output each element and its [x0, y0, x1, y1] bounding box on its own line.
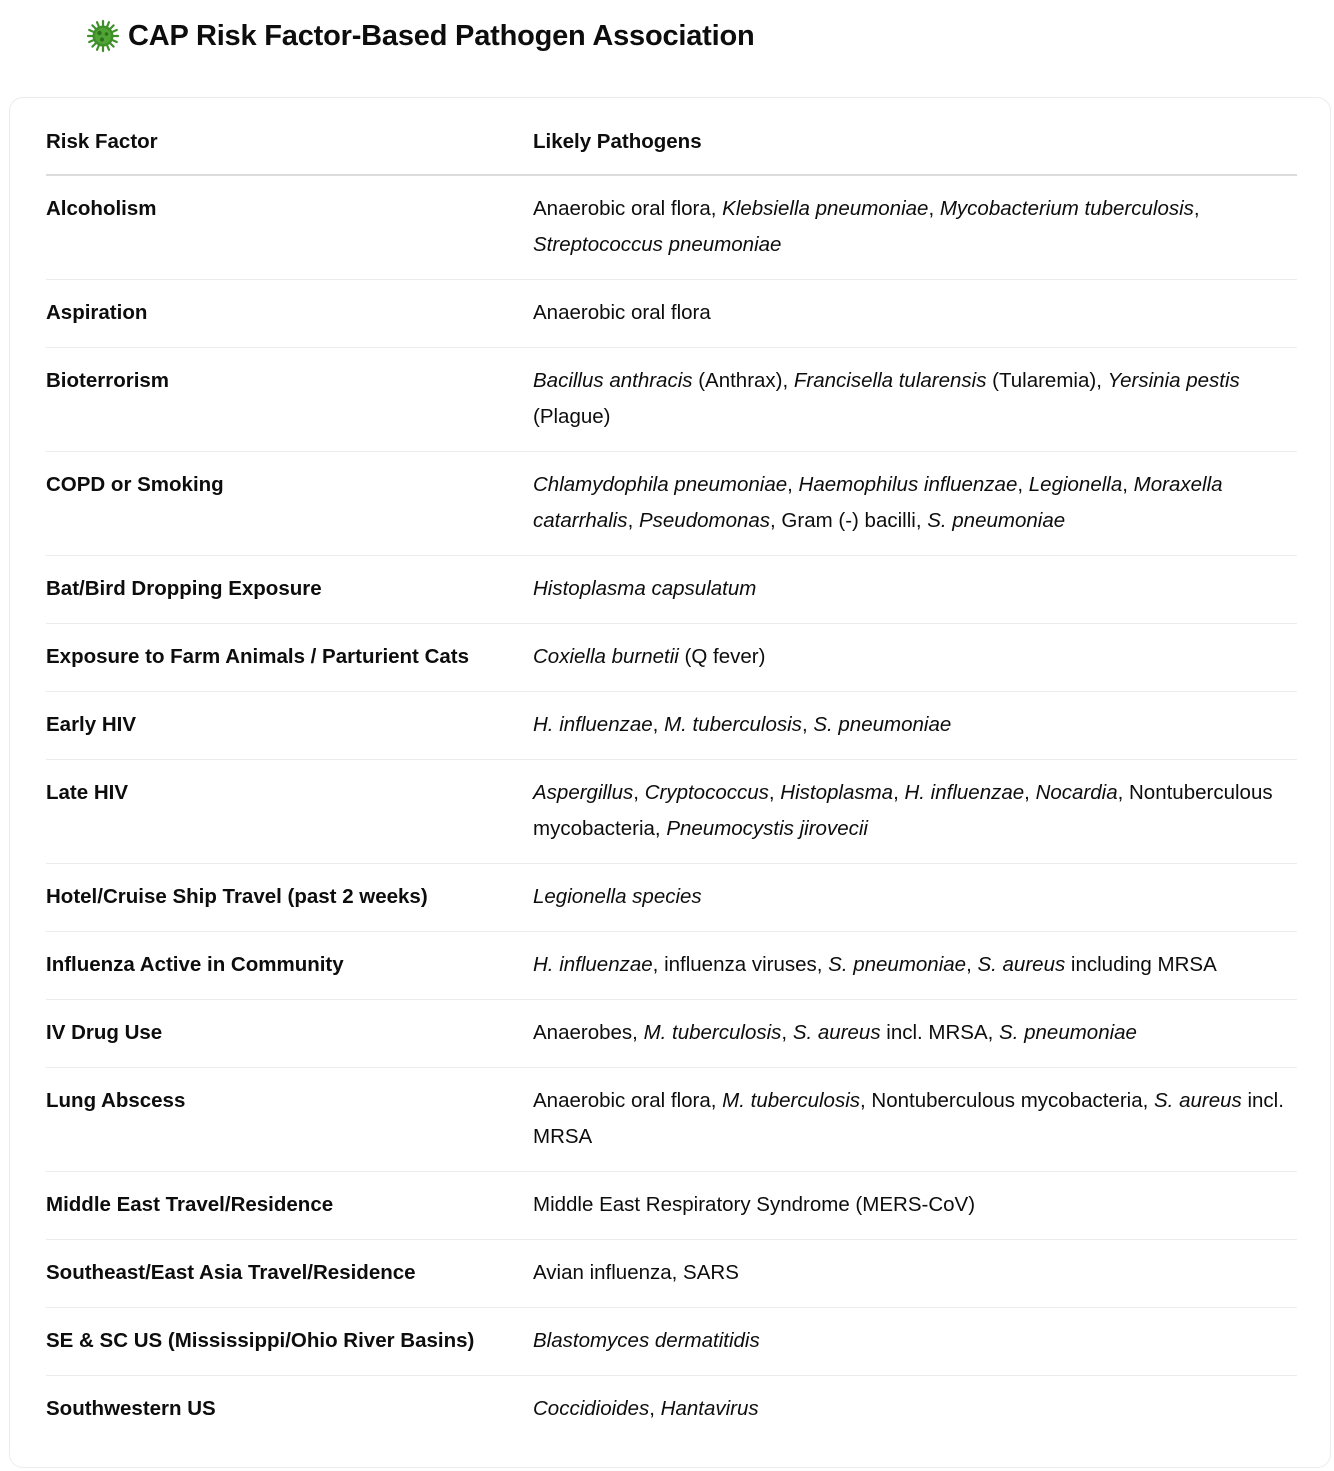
pathogen-name: Haemophilus influenzae [798, 473, 1018, 496]
table-row [46, 1240, 1297, 1308]
table-row [46, 760, 1297, 864]
pathogen-name: Pneumocystis jirovecii [666, 817, 868, 840]
table-row [46, 1068, 1297, 1172]
risk-factor-cell: Influenza Active in Community [46, 932, 533, 1000]
pathogens-cell [533, 175, 1297, 280]
risk-factor-cell: Exposure to Farm Animals / Parturient Cats [46, 624, 533, 692]
pathogen-text: (Q fever) [678, 645, 766, 668]
pathogen-text: (Anthrax), [692, 369, 794, 392]
table-row [46, 1000, 1297, 1068]
risk-factor-cell: IV Drug Use [46, 1000, 533, 1068]
table-container [9, 97, 1331, 1468]
pathogen-name: S. pneumoniae [813, 713, 952, 736]
risk-factor-cell: Aspiration [46, 280, 533, 348]
pathogen-name: M. tuberculosis [722, 1089, 861, 1112]
risk-factor-cell: Early HIV [46, 692, 533, 760]
risk-factor-cell: SE & SC US (Mississippi/Ohio River Basins) [46, 1308, 533, 1376]
pathogen-name: S. pneumoniae [828, 953, 967, 976]
pathogen-text: Anaerobic oral flora [533, 301, 711, 324]
table-row [46, 280, 1297, 348]
pathogens-cell [533, 932, 1297, 1000]
risk-factor-cell: Alcoholism [46, 175, 533, 280]
pathogen-name: Hantavirus [660, 1397, 759, 1420]
pathogen-text: , [768, 781, 781, 804]
pathogen-text: Anaerobic oral flora, [533, 1089, 723, 1112]
pathogen-text: , influenza viruses, [652, 953, 829, 976]
pathogens-cell [533, 692, 1297, 760]
pathogen-text: , [787, 473, 799, 496]
table-row [46, 864, 1297, 932]
pathogens-cell [533, 624, 1297, 692]
pathogen-text: , [1193, 197, 1200, 220]
pathogen-name: S. pneumoniae [927, 509, 1066, 532]
risk-factor-cell: Late HIV [46, 760, 533, 864]
pathogen-text: including MRSA [1065, 953, 1217, 976]
pathogens-cell [533, 452, 1297, 556]
pathogen-name: S. pneumoniae [999, 1021, 1137, 1044]
pathogen-text: Avian influenza, SARS [533, 1261, 739, 1284]
pathogens-cell [533, 280, 1297, 348]
risk-factor-cell: Bioterrorism [46, 348, 533, 452]
table-row [46, 348, 1297, 452]
pathogens-cell [533, 556, 1297, 624]
pathogens-cell [533, 1376, 1297, 1444]
pathogen-text: , [627, 509, 639, 532]
risk-factor-cell: Middle East Travel/Residence [46, 1172, 533, 1240]
column-header-likely-pathogens: Likely Pathogens [533, 110, 1297, 175]
pathogen-text: Anaerobes, [533, 1021, 644, 1044]
page-header [86, 14, 755, 58]
table-row [46, 932, 1297, 1000]
pathogens-cell [533, 760, 1297, 864]
table-row [46, 175, 1297, 280]
pathogens-cell [533, 1000, 1297, 1068]
pathogen-text: (Tularemia), [986, 369, 1108, 392]
pathogen-name: Histoplasma capsulatum [533, 577, 757, 600]
risk-factor-cell: COPD or Smoking [46, 452, 533, 556]
pathogen-text: , [928, 197, 940, 220]
risk-factor-cell: Southwestern US [46, 1397, 216, 1420]
pathogen-name: Yersinia pestis [1107, 369, 1240, 392]
pathogen-text: , Gram (-) bacilli, [770, 509, 928, 532]
pathogen-text: Anaerobic oral flora, [533, 197, 723, 220]
pathogen-name: Blastomyces dermatitidis [533, 1329, 760, 1352]
pathogen-name: Coccidioides [533, 1397, 650, 1420]
pathogen-text: , [649, 1397, 661, 1420]
risk-factor-cell: Southeast/East Asia Travel/Residence [46, 1240, 533, 1308]
pathogens-cell [533, 1172, 1297, 1240]
pathogen-text: , [1024, 781, 1036, 804]
pathogen-name: Moraxella catarrhalis [533, 473, 1223, 532]
pathogen-name: Aspergillus [533, 781, 634, 804]
pathogen-name: Coxiella burnetii [533, 645, 679, 668]
pathogen-text: , [781, 1021, 793, 1044]
table-row [46, 1172, 1297, 1240]
table-row [46, 624, 1297, 692]
pathogen-name: Bacillus anthracis [533, 369, 693, 392]
table-row [46, 556, 1297, 624]
pathogen-text: , [966, 953, 978, 976]
pathogen-name: Francisella tularensis [793, 369, 987, 392]
pathogen-name: Pseudomonas [638, 509, 771, 532]
pathogen-text: (Plague) [533, 405, 611, 428]
table-row [46, 1308, 1297, 1376]
table-body [46, 175, 1297, 1443]
table-row [46, 692, 1297, 760]
pathogen-text: , Nontuberculous mycobacteria, [533, 781, 1273, 840]
pathogen-name: H. influenzae [533, 953, 653, 976]
pathogen-name: Histoplasma [780, 781, 894, 804]
pathogen-name: H. influenzae [904, 781, 1025, 804]
pathogen-name: Legionella species [533, 885, 702, 908]
risk-factor-cell: Lung Abscess [46, 1068, 533, 1172]
pathogen-text: , [801, 713, 814, 736]
pathogens-cell [533, 1308, 1297, 1376]
pathogen-name: Legionella [1028, 473, 1123, 496]
pathogen-name: Cryptococcus [644, 781, 769, 804]
pathogen-name: S. aureus [1154, 1089, 1242, 1112]
pathogen-text: incl. MRSA, [880, 1021, 1000, 1044]
pathogen-text: incl. MRSA [533, 1089, 1284, 1148]
pathogen-name: Mycobacterium tuberculosis [939, 197, 1194, 220]
pathogen-text: , Nontuberculous mycobacteria, [860, 1089, 1154, 1112]
pathogen-name: S. aureus [977, 953, 1066, 976]
table-row [46, 1376, 1297, 1444]
pathogen-text: , [893, 781, 905, 804]
column-header-risk-factor: Risk Factor [46, 110, 533, 175]
risk-factor-cell: Bat/Bird Dropping Exposure [46, 556, 533, 624]
pathogen-name: Klebsiella pneumoniae [722, 197, 929, 220]
risk-factor-cell: Hotel/Cruise Ship Travel (past 2 weeks) [46, 864, 533, 932]
pathogen-name: M. tuberculosis [664, 713, 802, 736]
pathogen-name: Streptococcus pneumoniae [533, 233, 782, 256]
table-row [46, 452, 1297, 556]
pathogens-cell [533, 348, 1297, 452]
pathogen-table [46, 110, 1297, 1443]
pathogen-text: , [633, 781, 645, 804]
pathogen-name: S. aureus [792, 1021, 881, 1044]
pathogen-text: Middle East Respiratory Syndrome (MERS-CoV) [533, 1193, 976, 1216]
pathogen-name: H. influenzae [533, 713, 653, 736]
pathogens-cell [533, 1068, 1297, 1172]
pathogen-name: Chlamydophila pneumoniae [533, 473, 788, 496]
microbe-icon [86, 19, 120, 53]
pathogen-name: Nocardia [1035, 781, 1118, 804]
pathogen-text: , [652, 713, 665, 736]
page-title: CAP Risk Factor-Based Pathogen Association [128, 19, 755, 52]
pathogen-text: , [1017, 473, 1029, 496]
table-header-row [46, 110, 1297, 175]
pathogen-text: , [1122, 473, 1134, 496]
pathogens-cell [533, 1240, 1297, 1308]
pathogens-cell [533, 864, 1297, 932]
pathogen-name: M. tuberculosis [643, 1021, 782, 1044]
